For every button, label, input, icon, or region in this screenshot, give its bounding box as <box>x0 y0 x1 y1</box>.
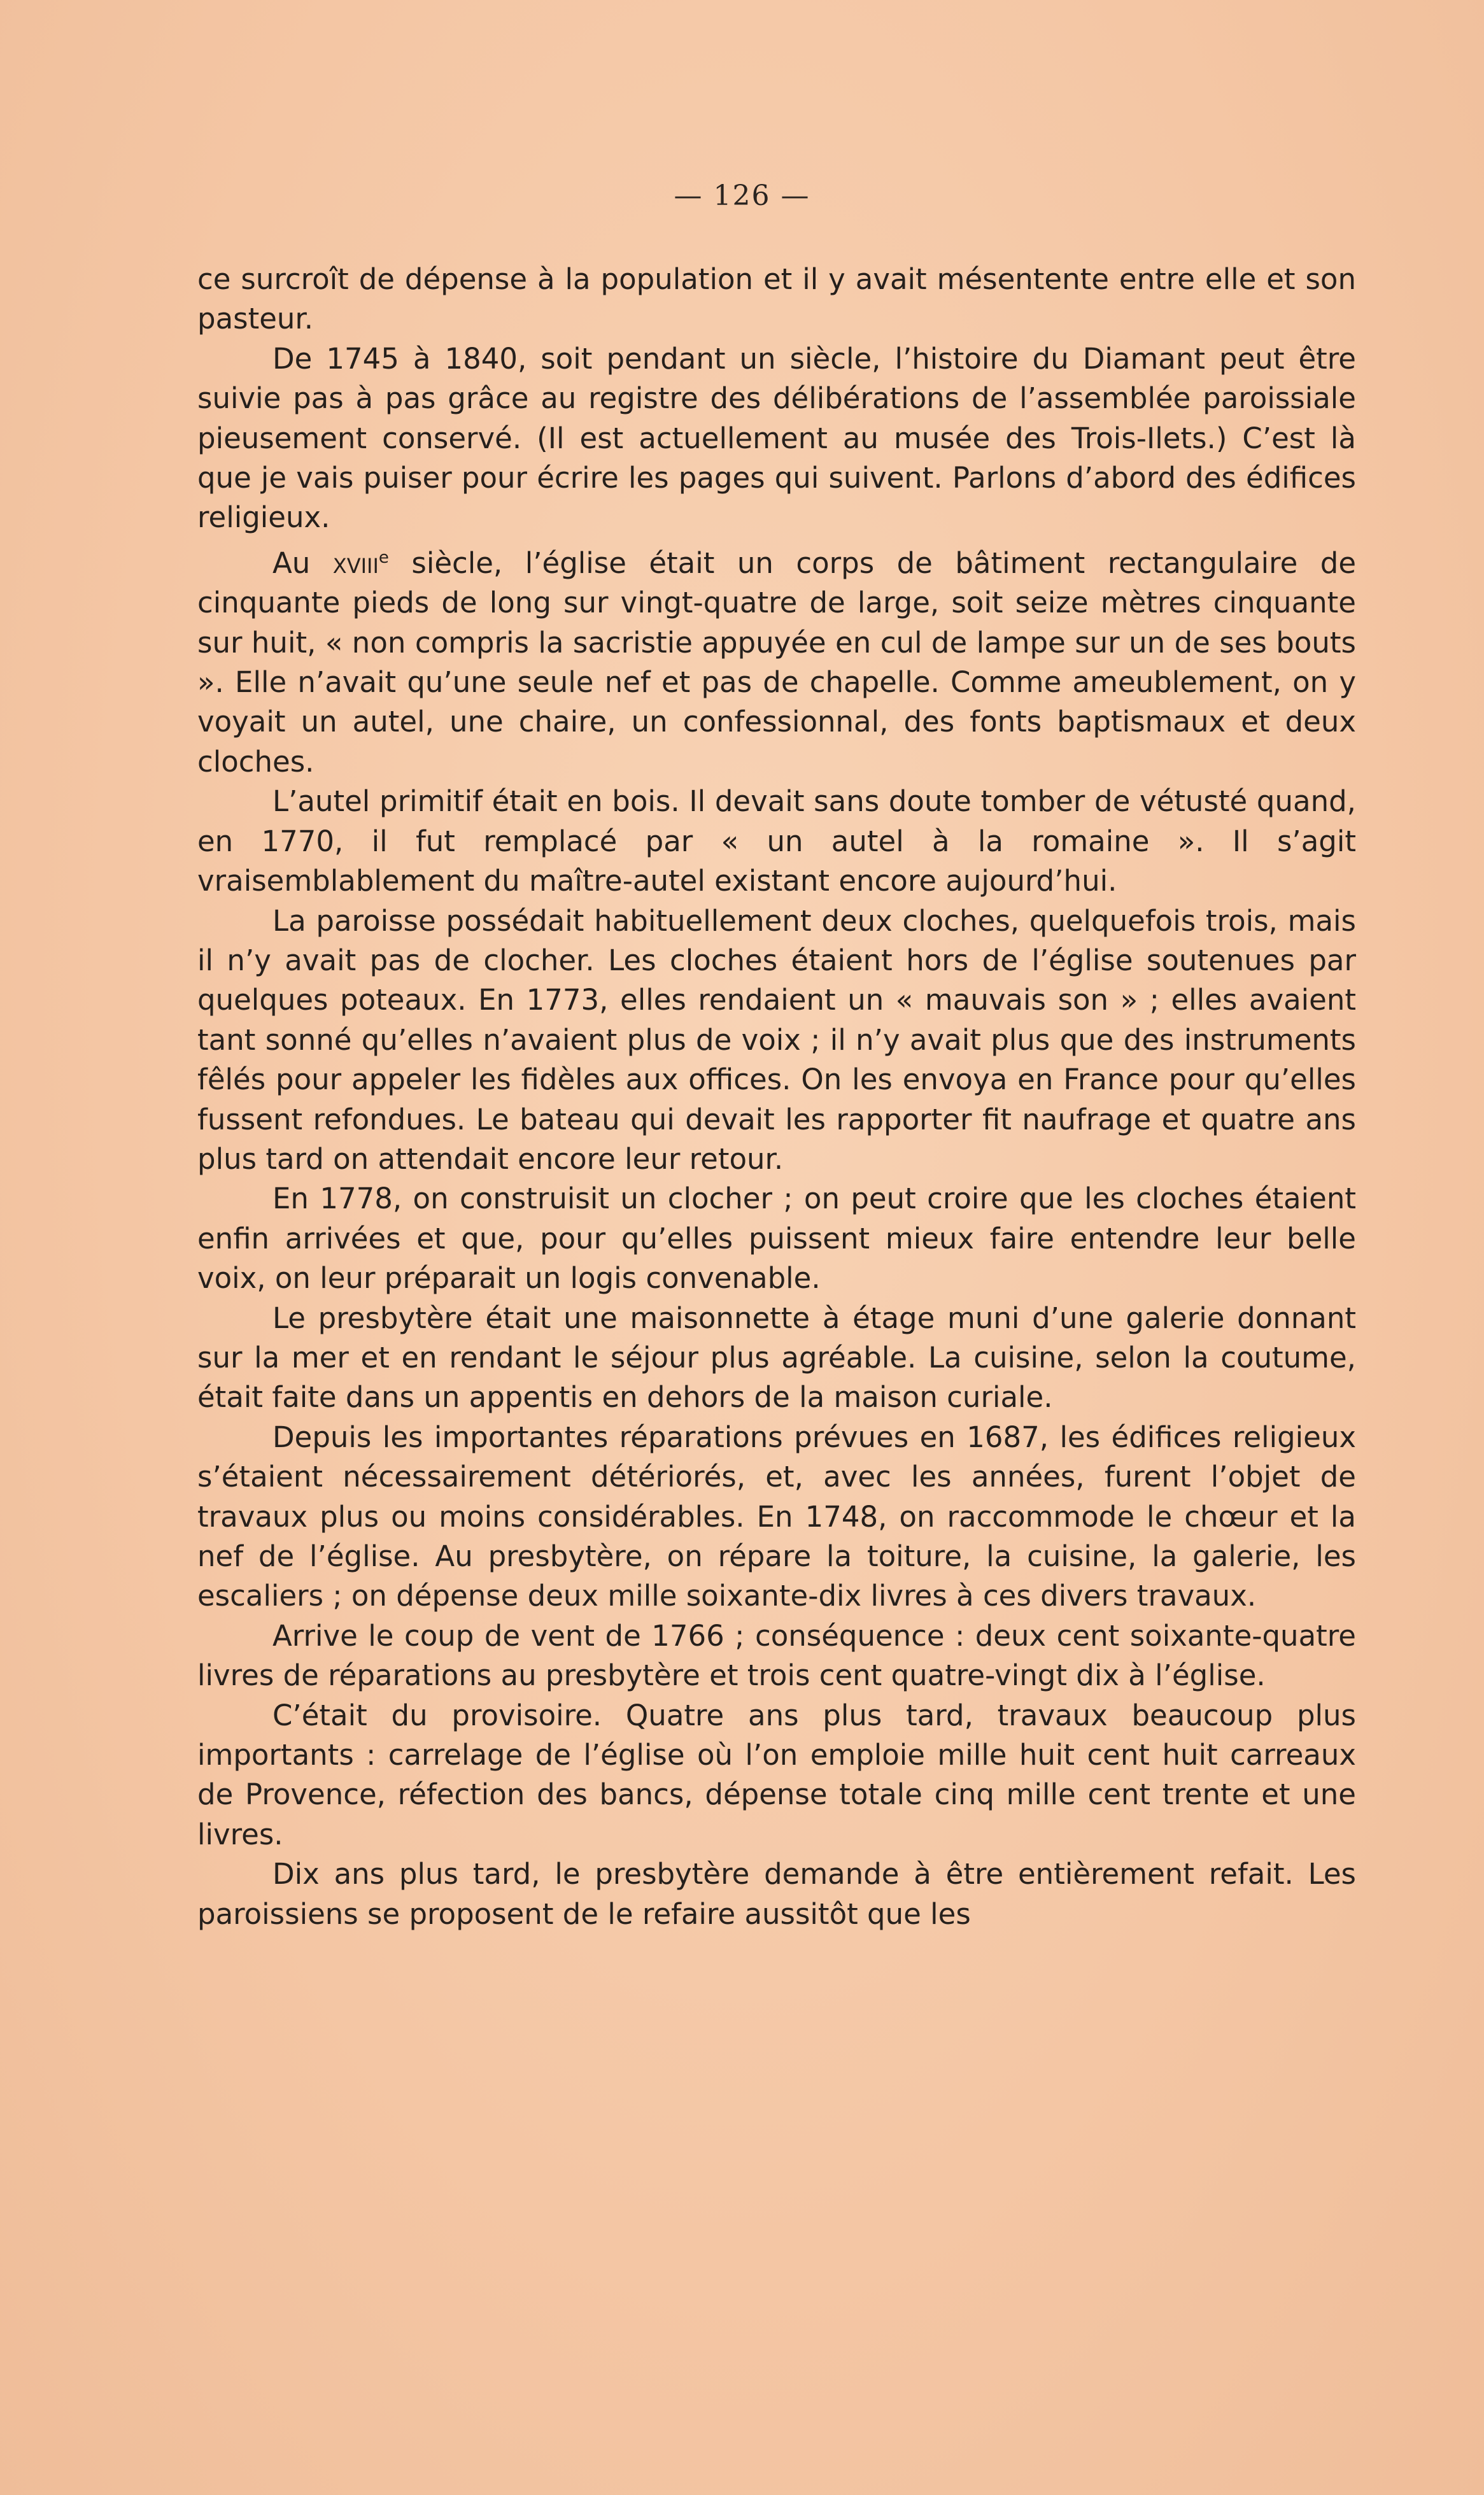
paragraph-11: Dix ans plus tard, le presbytère demande à être entièrement refait. Les paroissiens se proposent de le refaire aussitôt que les <box>197 1857 1356 1931</box>
paragraph-3-body: siècle, l’église était un corps de bâtiment rectangulaire de cinquante pieds de long sur vingt-quatre de large, soit seize mètres cinquante sur huit, « non compris la sacristie appuyée en cul de lampe sur un de ses bouts ». Elle n’avait qu’une seule nef et pas de chapelle. Comme ameublement, on y voyait un autel, une chaire, un confessionnal, des fonts baptismaux et deux cloches. <box>197 546 1357 779</box>
paragraph-2: De 1745 à 1840, soit pendant un siècle, l’histoire du Diamant peut être suivie pas à pas grâce au registre des délibérations de l’assemblée paroissiale pieusement conservé. (Il est actuellement au musée des Trois-Ilets.) C’est là que je vais puiser pour écrire les pages qui suivent. Parlons d’abord des édifices religieux. <box>197 341 1356 535</box>
paragraph-8: Depuis les importantes réparations prévues en 1687, les édifices religieux s’étaient nécessairement détériorés, et, avec les années, furent l’objet de travaux plus ou moins considérables. En 1748, on raccommode le chœur et la nef de l’église. Au presbytère, on répare la toiture, la cuisine, la galerie, les escaliers ; on dépense deux mille soixante-dix livres à ces divers travaux. <box>197 1420 1356 1613</box>
century-numeral: xviii <box>332 546 379 580</box>
body-text <box>197 260 1356 1934</box>
paragraph-5: La paroisse possédait habituellement deux cloches, quelquefois trois, mais il n’y avait pas de clocher. Les cloches étaient hors de l’église soutenues par quelques poteaux. En 1773, elles rendaient un « mauvais son » ; elles avaient tant sonné qu’elles n’avaient plus de voix ; il n’y avait plus que des instruments fêlés pour appeler les fidèles aux offices. On les envoya en France pour qu’elles fussent refondues. Le bateau qui devait les rapporter fit naufrage et quatre ans plus tard on attendait encore leur retour. <box>197 903 1356 1176</box>
century-superscript: e <box>378 548 389 567</box>
page-number: — 126 — <box>674 180 810 212</box>
paragraph-6: En 1778, on construisit un clocher ; on peut croire que les cloches étaient enfin arrivées et que, pour qu’elles puissent mieux faire entendre leur belle voix, on leur préparait un logis convenable. <box>197 1182 1356 1296</box>
paragraph-3 <box>197 538 1356 782</box>
paragraph-1: ce surcroît de dépense à la population et il y avait mésentente entre elle et son pasteur. <box>197 262 1356 336</box>
paragraph-3-lead: Au <box>272 546 333 580</box>
paragraph-9: Arrive le coup de vent de 1766 ; conséquence : deux cent soixante-quatre livres de réparations au presbytère et trois cent quatre-vingt dix à l’église. <box>197 1618 1356 1693</box>
paragraph-4: L’autel primitif était en bois. Il devait sans doute tomber de vétusté quand, en 1770, il fut remplacé par « un autel à la romaine ». Il s’agit vraisemblablement du maître-autel existant encore aujourd’hui. <box>197 784 1356 898</box>
paragraph-7: Le presbytère était une maisonnette à étage muni d’une galerie donnant sur la mer et en rendant le séjour plus agréable. La cuisine, selon la coutume, était faite dans un appentis en dehors de la maison curiale. <box>197 1301 1356 1415</box>
paragraph-10: C’était du provisoire. Quatre ans plus tard, travaux beaucoup plus importants : carrelage de l’église où l’on emploie mille huit cent huit carreaux de Provence, réfection des bancs, dépense totale cinq mille cent trente et une livres. <box>197 1698 1356 1851</box>
